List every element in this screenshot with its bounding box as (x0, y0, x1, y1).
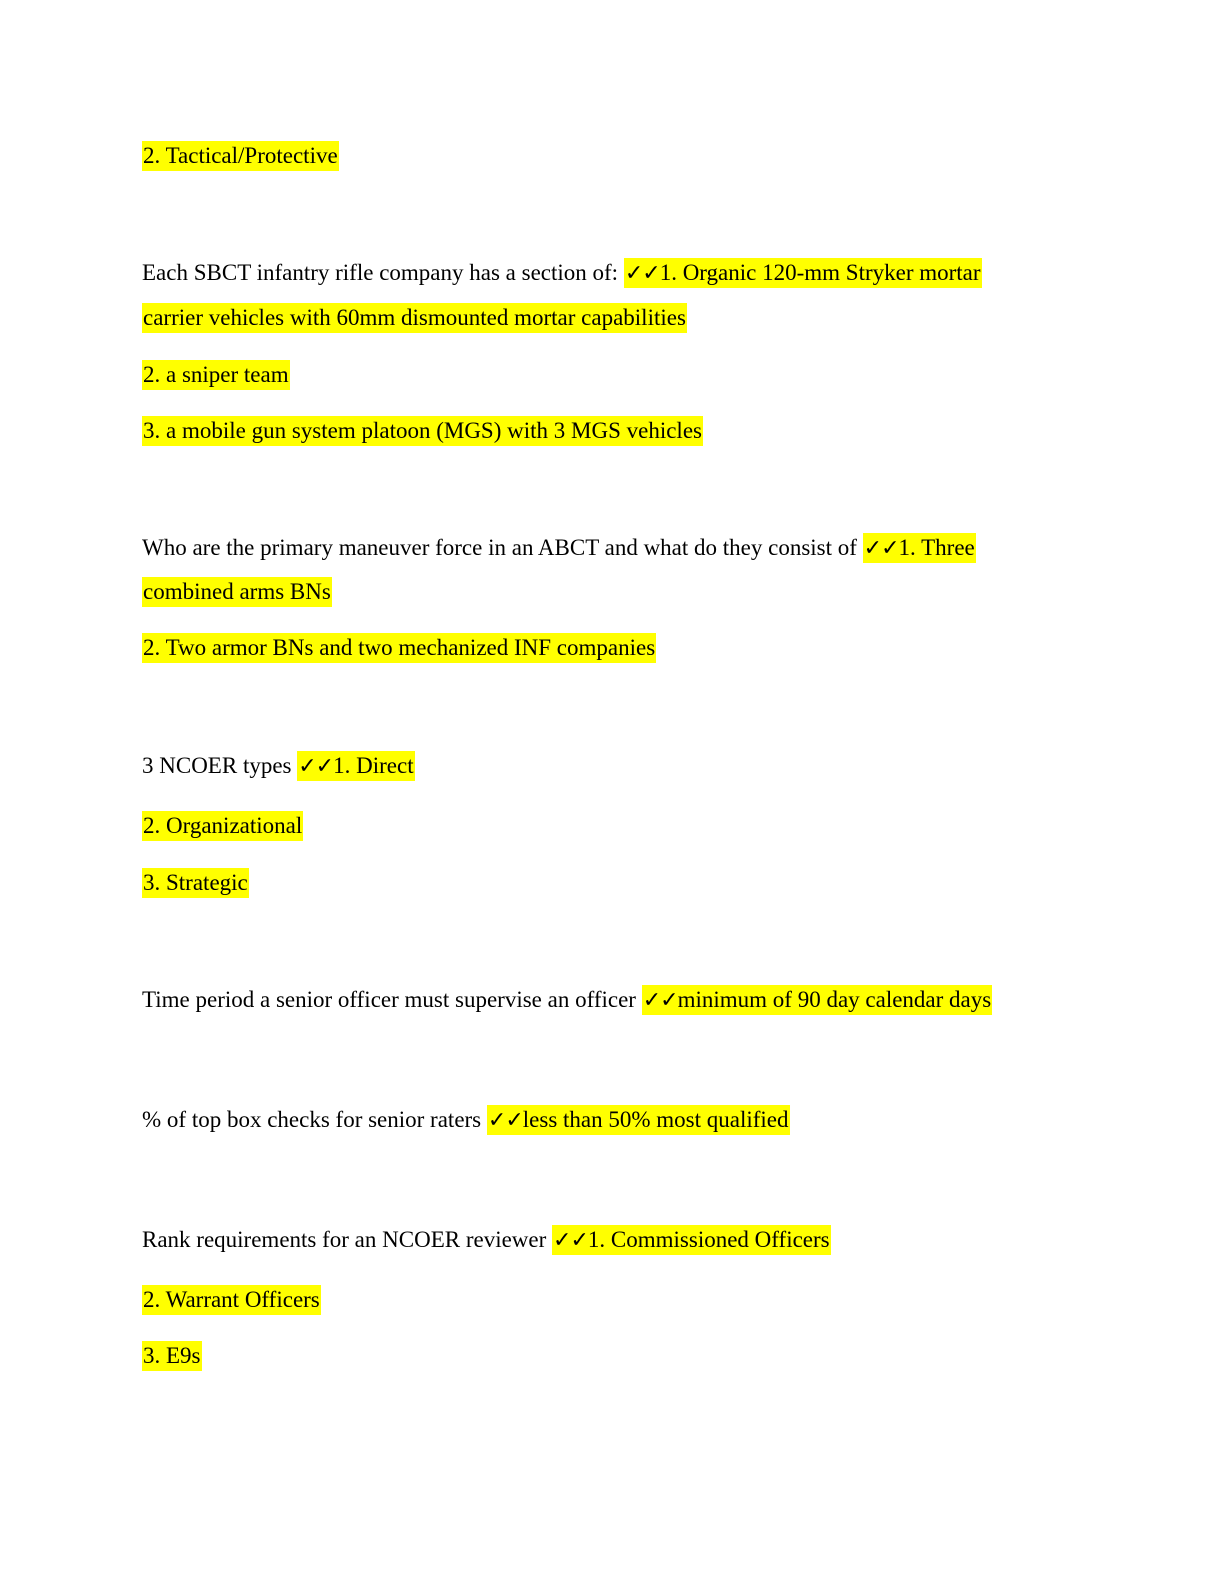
answer-line (142, 633, 656, 663)
question-line (142, 533, 976, 564)
answer-line (142, 360, 290, 390)
highlighted-answer: 1. Organic 120-mm Stryker mortar (659, 260, 981, 285)
answer-line (142, 1341, 202, 1371)
question-line (142, 258, 982, 289)
question-text: % of top box checks for senior raters (142, 1107, 487, 1132)
answer-line (142, 416, 703, 446)
question-line (142, 1225, 831, 1256)
double-check-icon: ✓✓ (553, 1228, 588, 1253)
highlighted-answer: less than 50% most qualified (522, 1107, 789, 1132)
highlighted-answer: 3. a mobile gun system platoon (MGS) with 3 MGS vehicles (142, 416, 703, 446)
highlighted-answer: 2. Warrant Officers (142, 1285, 321, 1315)
answer-line (142, 141, 339, 171)
highlighted-answer: combined arms BNs (142, 577, 332, 607)
question-text: Each SBCT infantry rifle company has a section of: (142, 260, 624, 285)
answer-line (142, 1285, 321, 1315)
highlighted-answer: 2. a sniper team (142, 360, 290, 390)
highlighted-answer: 2. Tactical/Protective (142, 141, 339, 171)
highlighted-answer: 3. E9s (142, 1341, 202, 1371)
double-check-icon: ✓✓ (298, 754, 334, 779)
question-text: 3 NCOER types (142, 753, 298, 778)
answer-line (142, 303, 687, 333)
highlighted-answer: 2. Two armor BNs and two mechanized INF companies (142, 633, 656, 663)
answer-line (142, 868, 249, 898)
double-check-icon: ✓✓ (624, 261, 660, 286)
highlighted-answer: minimum of 90 day calendar days (677, 987, 992, 1012)
question-text: Rank requirements for an NCOER reviewer (142, 1227, 553, 1252)
question-text: Who are the primary maneuver force in an ABCT and what do they consist of (142, 535, 863, 560)
question-line (142, 985, 992, 1016)
highlighted-answer: 1. Three (898, 535, 975, 560)
double-check-icon: ✓✓ (487, 1108, 523, 1133)
question-line (142, 751, 415, 782)
question-line (142, 1105, 790, 1136)
highlighted-answer: 3. Strategic (142, 868, 249, 898)
double-check-icon: ✓✓ (863, 536, 899, 561)
double-check-icon: ✓✓ (642, 988, 678, 1013)
highlighted-answer: carrier vehicles with 60mm dismounted mortar capabilities (142, 303, 687, 333)
question-text: Time period a senior officer must supervise an officer (142, 987, 642, 1012)
answer-line (142, 811, 303, 841)
answer-line (142, 577, 332, 607)
highlighted-answer: 1. Direct (333, 753, 414, 778)
highlighted-answer: 1. Commissioned Officers (587, 1227, 830, 1252)
highlighted-answer: 2. Organizational (142, 811, 303, 841)
